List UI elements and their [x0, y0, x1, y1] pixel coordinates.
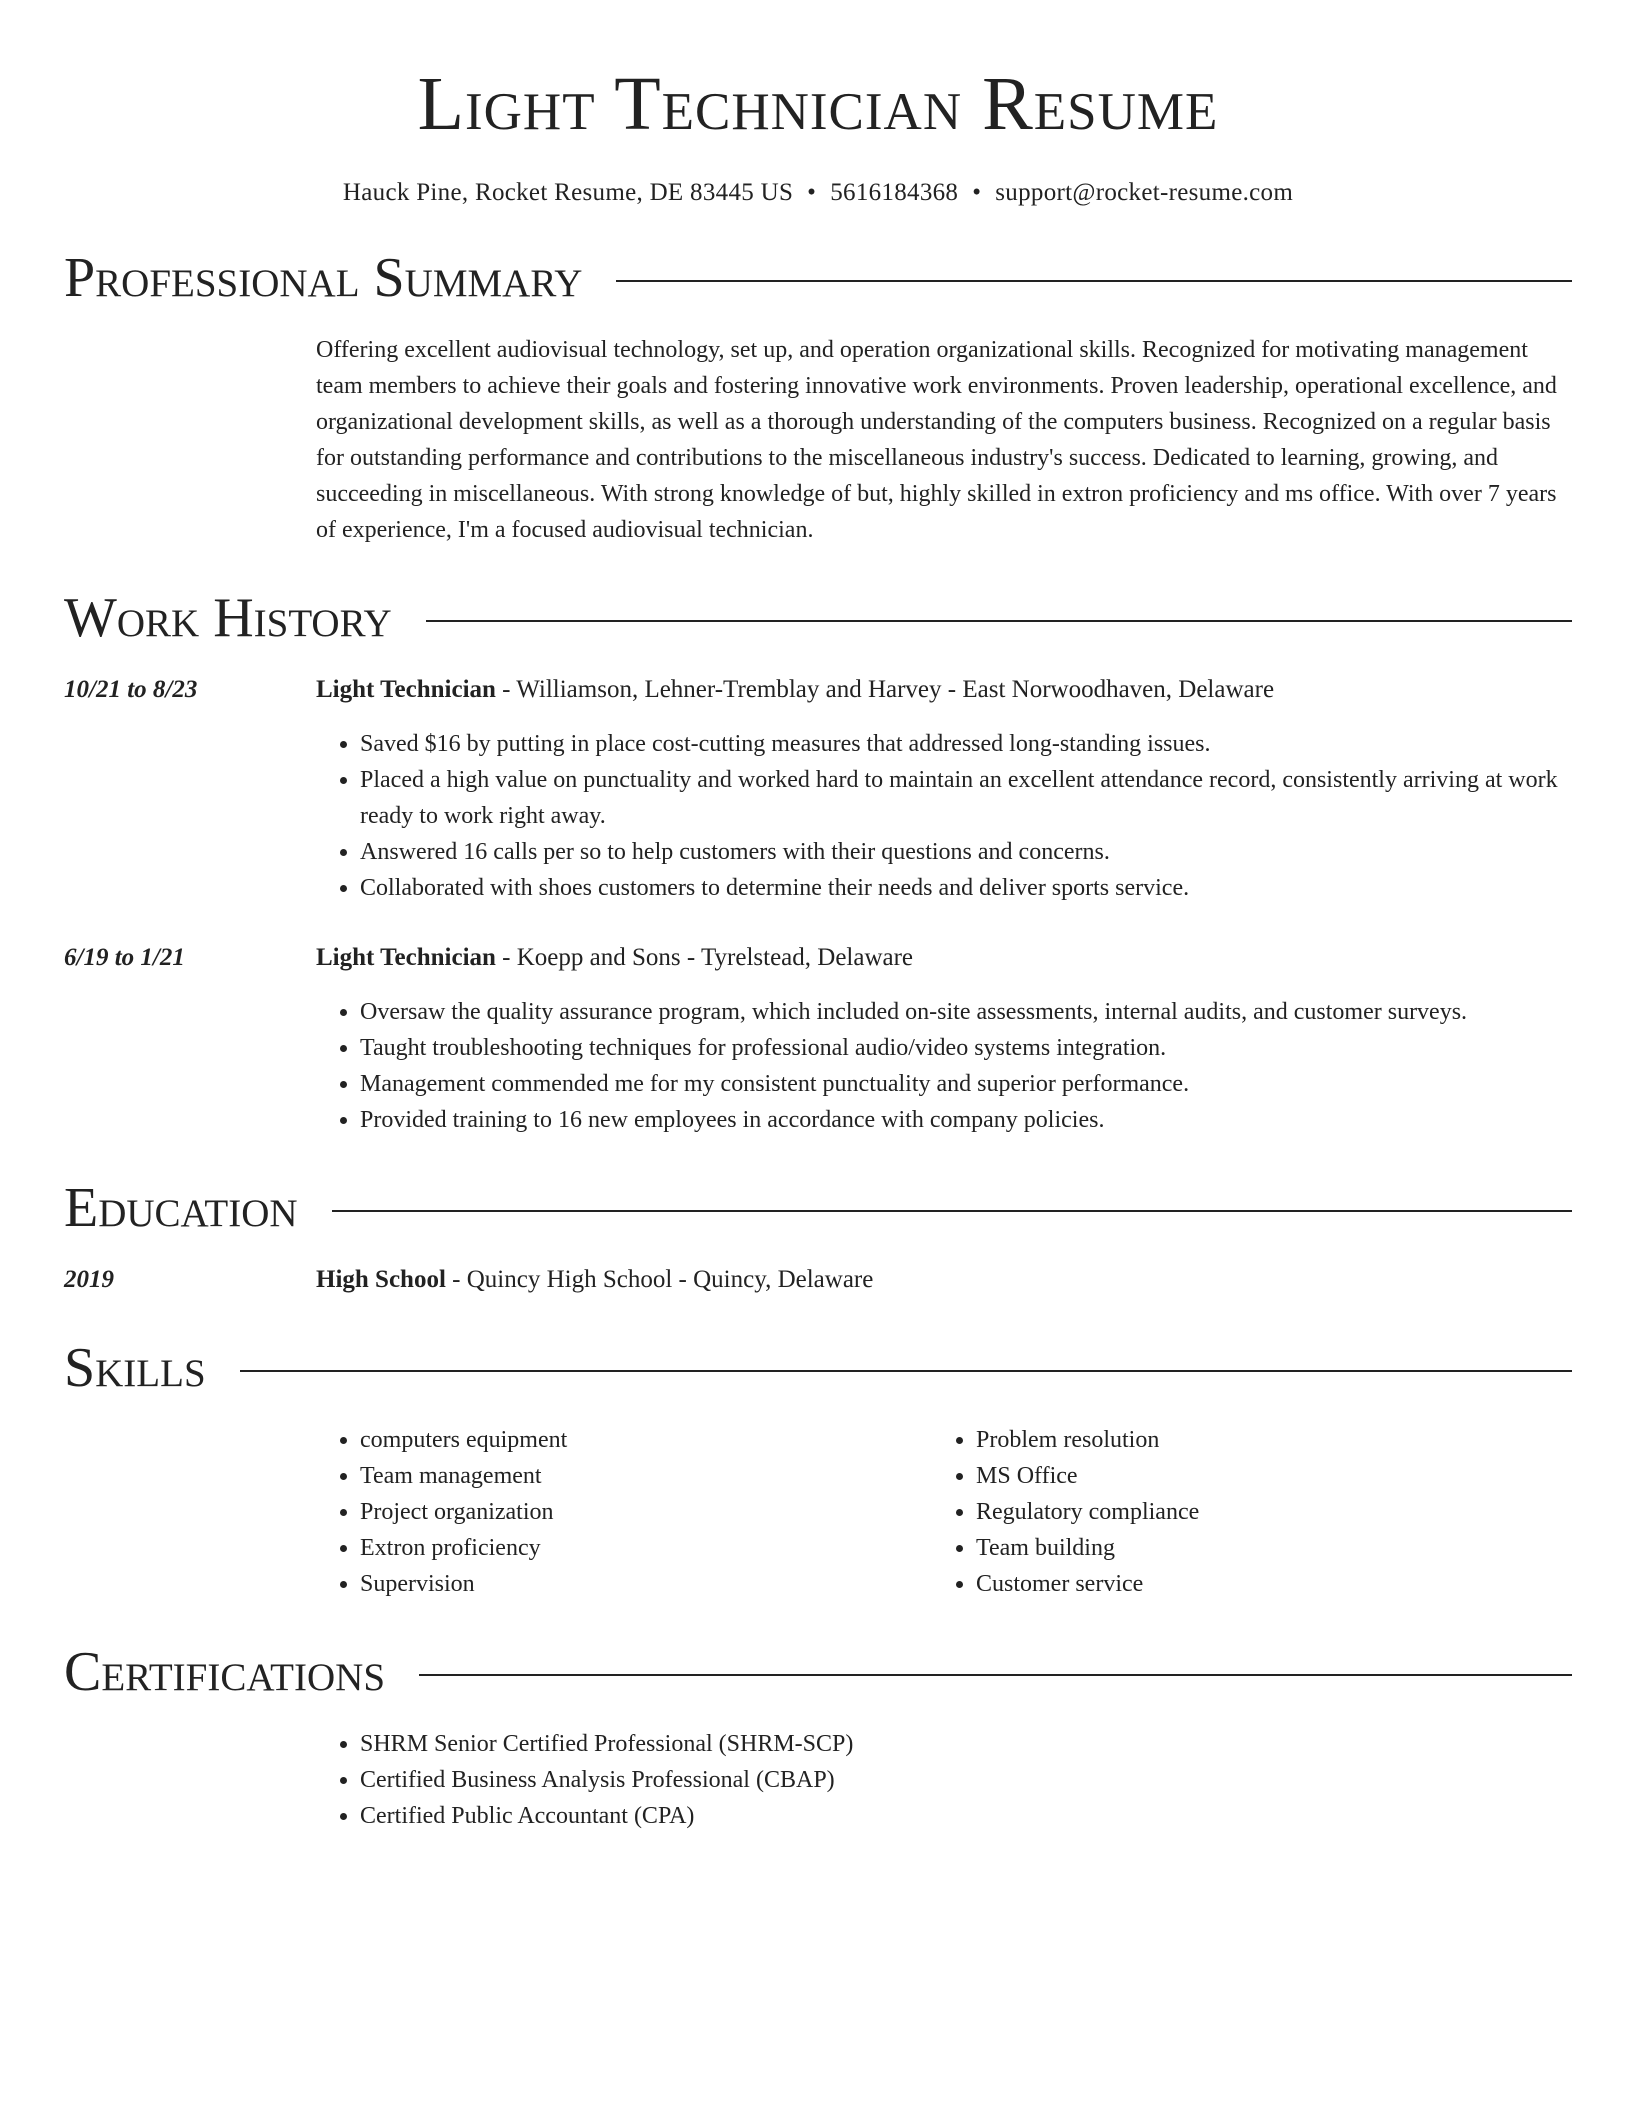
skill-item: • Team building: [976, 1530, 1548, 1566]
contact-email: support@rocket-resume.com: [995, 179, 1294, 206]
education-degree: High School: [316, 1266, 446, 1293]
section-divider: [240, 1370, 1572, 1372]
skills-list-right: [932, 1422, 1548, 1602]
contact-line: [64, 178, 1572, 208]
job-bullet: • Collaborated with shoes customers to determine their needs and deliver sports service.: [360, 870, 1572, 906]
contact-phone: 5616184368: [830, 179, 959, 206]
job-title: Light Technician: [316, 944, 496, 971]
job-bullets: [316, 726, 1572, 906]
education-entry: [64, 1262, 1572, 1298]
section-divider: [426, 620, 1572, 622]
education-heading: [316, 1262, 1572, 1298]
skill-item: • Project organization: [360, 1494, 932, 1530]
section-header-work: [64, 588, 1572, 648]
skills-spacer: [64, 1422, 316, 1602]
skill-item: • Problem resolution: [976, 1422, 1548, 1458]
education-year: 2019: [64, 1266, 114, 1293]
certification-item: • SHRM Senior Certified Professional (SHRM-SCP): [360, 1726, 1572, 1762]
resume-title: Light Technician Resume: [417, 62, 1219, 146]
job-employer: - Williamson, Lehner-Tremblay and Harvey - East Norwoodhaven, Delaware: [495, 676, 1275, 703]
job-entry: [64, 940, 1572, 1138]
skill-item: • Customer service: [976, 1566, 1548, 1602]
skill-item: • Regulatory compliance: [976, 1494, 1548, 1530]
skill-item: • computers equipment: [360, 1422, 932, 1458]
summary-text: Offering excellent audiovisual technology, set up, and operation organizational skills. Recognized for motivating management team members to achieve their goals and fostering innovative work environments. Proven leadership, operational excellence, and organizational development skills, as well as a thorough understanding of the computers business. Recognized on a regular basis for outstanding performance and contributions to the miscellaneous industry's success. Dedicated to learning, growing, and succeeding in miscellaneous. With strong knowledge of but, highly skilled in extron proficiency and ms office. With over 7 years of experience, I'm a focused audiovisual technician.: [316, 337, 1557, 543]
skills-grid: [316, 1422, 1572, 1602]
resume-page: [64, 0, 1572, 1834]
job-entry: [64, 672, 1572, 906]
certifications-spacer: [64, 1726, 316, 1834]
contact-address: Hauck Pine, Rocket Resume, DE 83445 US: [342, 179, 794, 206]
section-header-summary: [64, 248, 1572, 308]
job-bullet: • Provided training to 16 new employees in accordance with company policies.: [360, 1102, 1572, 1138]
skill-item: • MS Office: [976, 1458, 1548, 1494]
education-school: - Quincy High School - Quincy, Delaware: [445, 1266, 874, 1293]
section-title-certifications: Certifications: [64, 1641, 386, 1703]
section-header-certifications: [64, 1642, 1572, 1702]
contact-separator: •: [972, 179, 982, 206]
section-title-summary: Professional Summary: [64, 247, 583, 309]
job-title: Light Technician: [316, 676, 496, 703]
section-divider: [616, 280, 1572, 282]
job-dates: 6/19 to 1/21: [64, 944, 185, 971]
job-bullet: • Answered 16 calls per so to help customers with their questions and concerns.: [360, 834, 1572, 870]
job-heading: [316, 940, 1572, 976]
certifications-list: [316, 1726, 1572, 1834]
job-heading: [316, 672, 1572, 708]
job-employer: - Koepp and Sons - Tyrelstead, Delaware: [495, 944, 914, 971]
certifications-block: [64, 1726, 1572, 1834]
section-divider: [419, 1674, 1572, 1676]
section-title-education: Education: [64, 1177, 298, 1239]
job-bullet: • Oversaw the quality assurance program, which included on-site assessments, internal audits, and customer surveys.: [360, 994, 1572, 1030]
skills-list-left: [316, 1422, 932, 1602]
section-divider: [332, 1210, 1572, 1212]
section-header-skills: [64, 1338, 1572, 1398]
section-title-skills: Skills: [64, 1337, 206, 1399]
skill-item: • Team management: [360, 1458, 932, 1494]
skill-item: • Extron proficiency: [360, 1530, 932, 1566]
certification-item: • Certified Public Accountant (CPA): [360, 1798, 1572, 1834]
contact-separator: •: [807, 179, 817, 206]
job-bullet: • Placed a high value on punctuality and worked hard to maintain an excellent attendance record, consistently arriving at work ready to work right away.: [360, 762, 1572, 834]
skill-item: • Supervision: [360, 1566, 932, 1602]
job-bullets: [316, 994, 1572, 1138]
job-dates: 10/21 to 8/23: [64, 676, 198, 703]
job-bullet: • Saved $16 by putting in place cost-cutting measures that addressed long-standing issues.: [360, 726, 1572, 762]
summary-spacer: [64, 332, 316, 548]
job-bullet: • Management commended me for my consistent punctuality and superior performance.: [360, 1066, 1572, 1102]
section-header-education: [64, 1178, 1572, 1238]
section-title-work: Work History: [64, 587, 392, 649]
skills-block: [64, 1422, 1572, 1602]
certification-item: • Certified Business Analysis Professional (CBAP): [360, 1762, 1572, 1798]
summary-block: [64, 332, 1572, 548]
job-bullet: • Taught troubleshooting techniques for professional audio/video systems integration.: [360, 1030, 1572, 1066]
